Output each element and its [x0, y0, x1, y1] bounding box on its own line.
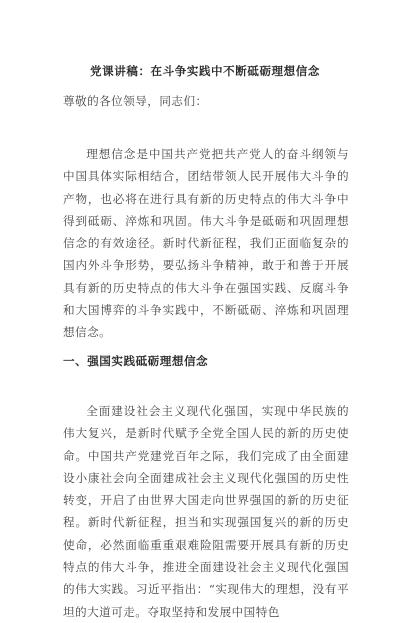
salutation: 尊敬的各位领导，同志们：	[63, 94, 208, 108]
section-heading: 一、强国实践砥砺理想信念	[63, 354, 209, 368]
document-title: 党课讲稿：在斗争实践中不断砥砺理想信念	[90, 64, 320, 78]
paragraph: 全面建设社会主义现代化强国，实现中华民族的伟大复兴，是新时代赋予全党全国人民的新的历史使命。中国共产党建党百年之际，我们完成了由全面建设小康社会向全面建成社会主义现代化强国的历史性转变，开启了由世界大国走向世界强国的新的历史征程。新时代新征程，担当和实现强国复兴的新的历史使命，必然面临重重艰难险阻需要开展具有新的历史特点的伟大斗争，推进全面建设社会主义现代化强国的伟大实践。习近平指出：“实现伟大的理想，没有平坦的大道可走。夺取坚持和发展中国特色	[63, 404, 349, 619]
paragraph: 理想信念是中国共产党把共产党人的奋斗纲领与中国具体实际相结合，团结带领人民开展伟大斗争的产物，也必将在进行具有新的历史特点的伟大斗争中得到砥砺、淬炼和巩固。伟大斗争是砥砺和巩固理想信念的有效途径。新时代新征程，我们正面临复杂的国内外斗争形势，要弘扬斗争精神，敢于和善于开展具有新的历史特点的伟大斗争在强国实践、反腐斗争和大国博弈的斗争实践中，不断砥砺、淬炼和巩固理想信念。	[63, 147, 349, 340]
